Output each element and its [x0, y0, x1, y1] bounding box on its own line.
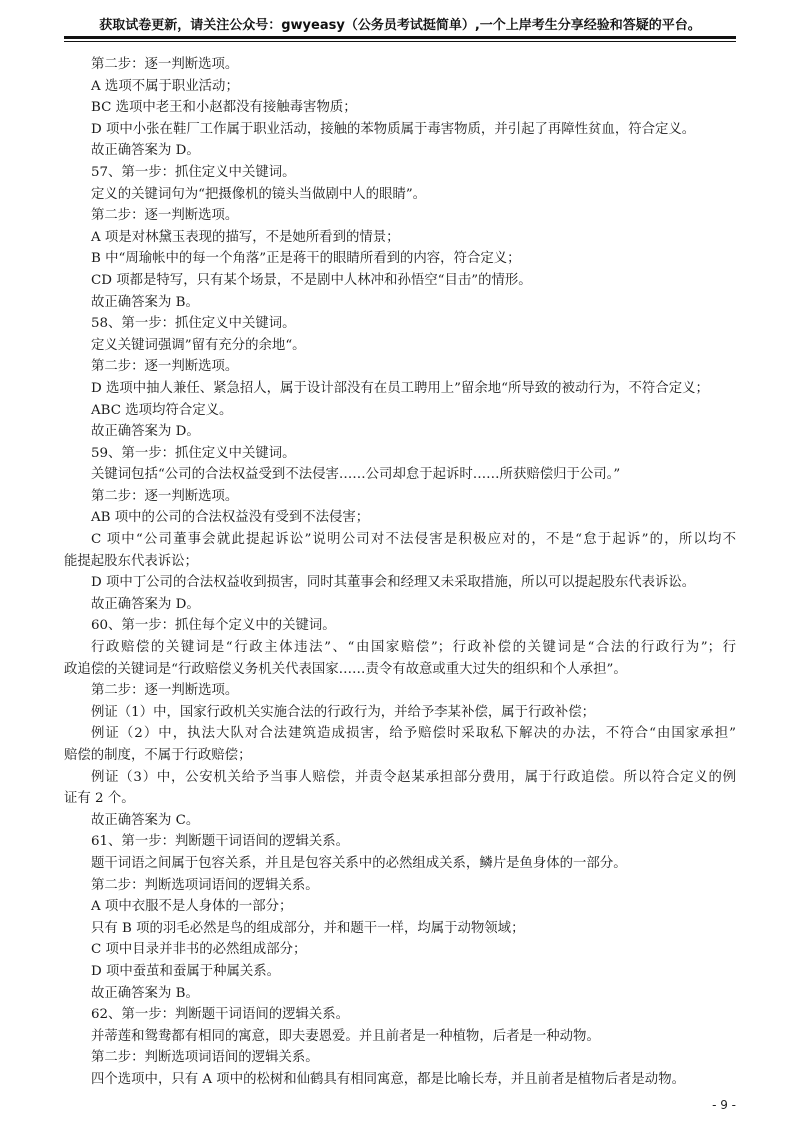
text-line: 政追偿的关键词是“行政赔偿义务机关代表国家……责令有故意或重大过失的组织和个人承担”。 — [64, 661, 627, 677]
text-line: B 中“周瑜帐中的每一个角落”正是蒋干的眼睛所看到的内容，符合定义； — [91, 251, 521, 267]
text-line: 例证（2）中，执法大队对合法建筑造成损害，给予赔偿时采取私下解决的办法，不符合“由国家承担” — [91, 726, 736, 742]
text-line: 62、第一步：判断题干词语间的逻辑关系。 — [91, 1007, 350, 1023]
text-line: C 项中目录并非书的必然组成部分； — [91, 942, 307, 958]
text-line: 第二步：判断选项词语间的逻辑关系。 — [91, 877, 319, 893]
text-line: 例证（3）中，公安机关给予当事人赔偿，并责令赵某承担部分费用，属于行政追偿。所以符合定义的例 — [91, 769, 736, 785]
text-line: 例证（1）中，国家行政机关实施合法的行政行为，并给予李某补偿，属于行政补偿； — [91, 704, 595, 720]
header-rule-thick — [64, 36, 736, 39]
text-line: 故正确答案为 D。 — [91, 424, 200, 440]
text-line: 59、第一步：抓住定义中关键词。 — [91, 445, 296, 461]
text-line: 故正确答案为 C。 — [91, 812, 200, 828]
page-header: 获取试卷更新，请关注公众号：gwyeasy（公务员考试挺简单）,一个上岸考生分享经验和答疑的平台。 — [99, 18, 701, 33]
text-line: 定义关键词强调”留有充分的余地“。 — [91, 337, 306, 353]
text-line: 故正确答案为 D。 — [91, 596, 200, 612]
text-line: 故正确答案为 D。 — [91, 143, 200, 159]
text-line: 第二步：逐一判断选项。 — [91, 208, 239, 224]
text-line: 题干词语之间属于包容关系，并且是包容关系中的必然组成关系，鳞片是鱼身体的一部分。 — [91, 855, 627, 871]
text-line: CD 项都是特写，只有某个场景，不是剧中人林冲和孙悟空“目击”的情形。 — [91, 272, 532, 288]
text-line: 第二步：逐一判断选项。 — [91, 57, 239, 72]
document-body — [64, 54, 736, 1091]
text-line: D 选项中抽人兼任、紧急招人，属于设计部没有在员工聘用上”留余地“所导致的被动行为，不符合定义； — [91, 380, 709, 396]
text-line: C 项中“公司董事会就此提起诉讼”说明公司对不法侵害是积极应对的，不是“怠于起诉”的，所以均不 — [91, 532, 736, 548]
page-number: - 9 - — [712, 1098, 736, 1112]
text-line: D 项中蚕茧和蚕属于种属关系。 — [91, 963, 281, 979]
text-line: A 项是对林黛玉表现的描写，不是她所看到的情景； — [91, 229, 400, 245]
text-line: 第二步：逐一判断选项。 — [91, 683, 239, 699]
text-line: 只有 B 项的羽毛必然是鸟的组成部分，并和题干一样，均属于动物领域； — [91, 920, 525, 936]
text-line: 关键词包括“公司的合法权益受到不法侵害……公司却怠于起诉时……所获赔偿归于公司。” — [91, 467, 621, 483]
text-line: D 项中小张在鞋厂工作属于职业活动，接触的苯物质属于毒害物质，并引起了再障性贫血，符合定义。 — [91, 121, 696, 137]
text-line: 能提起股东代表诉讼； — [64, 553, 198, 569]
text-line: 第二步：逐一判断选项。 — [91, 359, 239, 375]
text-line: 58、第一步：抓住定义中关键词。 — [91, 316, 296, 332]
text-line: 故正确答案为 B。 — [91, 985, 199, 1001]
text-line: 57、第一步：抓住定义中关键词。 — [91, 164, 296, 180]
text-line: 四个选项中，只有 A 项中的松树和仙鹤具有相同寓意，都是比喻长寿，并且前者是植物后者是动物。 — [91, 1071, 685, 1087]
text-line: 定义的关键词句为“把摄像机的镜头当做剧中人的眼睛”。 — [91, 186, 427, 202]
text-line: A 选项不属于职业活动； — [91, 78, 239, 94]
text-line: 赔偿的制度，不属于行政赔偿； — [64, 748, 252, 763]
text-line: 并蒂莲和鸳鸯都有相同的寓意，即夫妻恩爱。并且前者是一种植物，后者是一种动物。 — [91, 1028, 600, 1044]
text-line: 行政赔偿的关键词是“行政主体违法”、“由国家赔偿”；行政补偿的关键词是“合法的行政行为”；行 — [91, 640, 736, 656]
text-line: 61、第一步：判断题干词语间的逻辑关系。 — [91, 834, 350, 850]
text-line: D 项中丁公司的合法权益收到损害，同时其董事会和经理又未采取措施，所以可以提起股东代表诉讼。 — [91, 575, 696, 591]
text-line: AB 项中的公司的合法权益没有受到不法侵害； — [91, 510, 370, 526]
text-line: A 项中衣服不是人身体的一部分； — [91, 899, 293, 915]
text-line: 第二步：判断选项词语间的逻辑关系。 — [91, 1050, 319, 1066]
text-line: 第二步：逐一判断选项。 — [91, 488, 239, 504]
text-line: 60、第一步：抓住每个定义中的关键词。 — [91, 618, 336, 634]
text-line: 证有 2 个。 — [64, 791, 135, 807]
header-rule-thin — [64, 41, 736, 42]
text-line: ABC 选项均符合定义。 — [91, 402, 233, 418]
text-line: 故正确答案为 B。 — [91, 294, 199, 310]
text-line: BC 选项中老王和小赵都没有接触毒害物质； — [91, 100, 357, 116]
